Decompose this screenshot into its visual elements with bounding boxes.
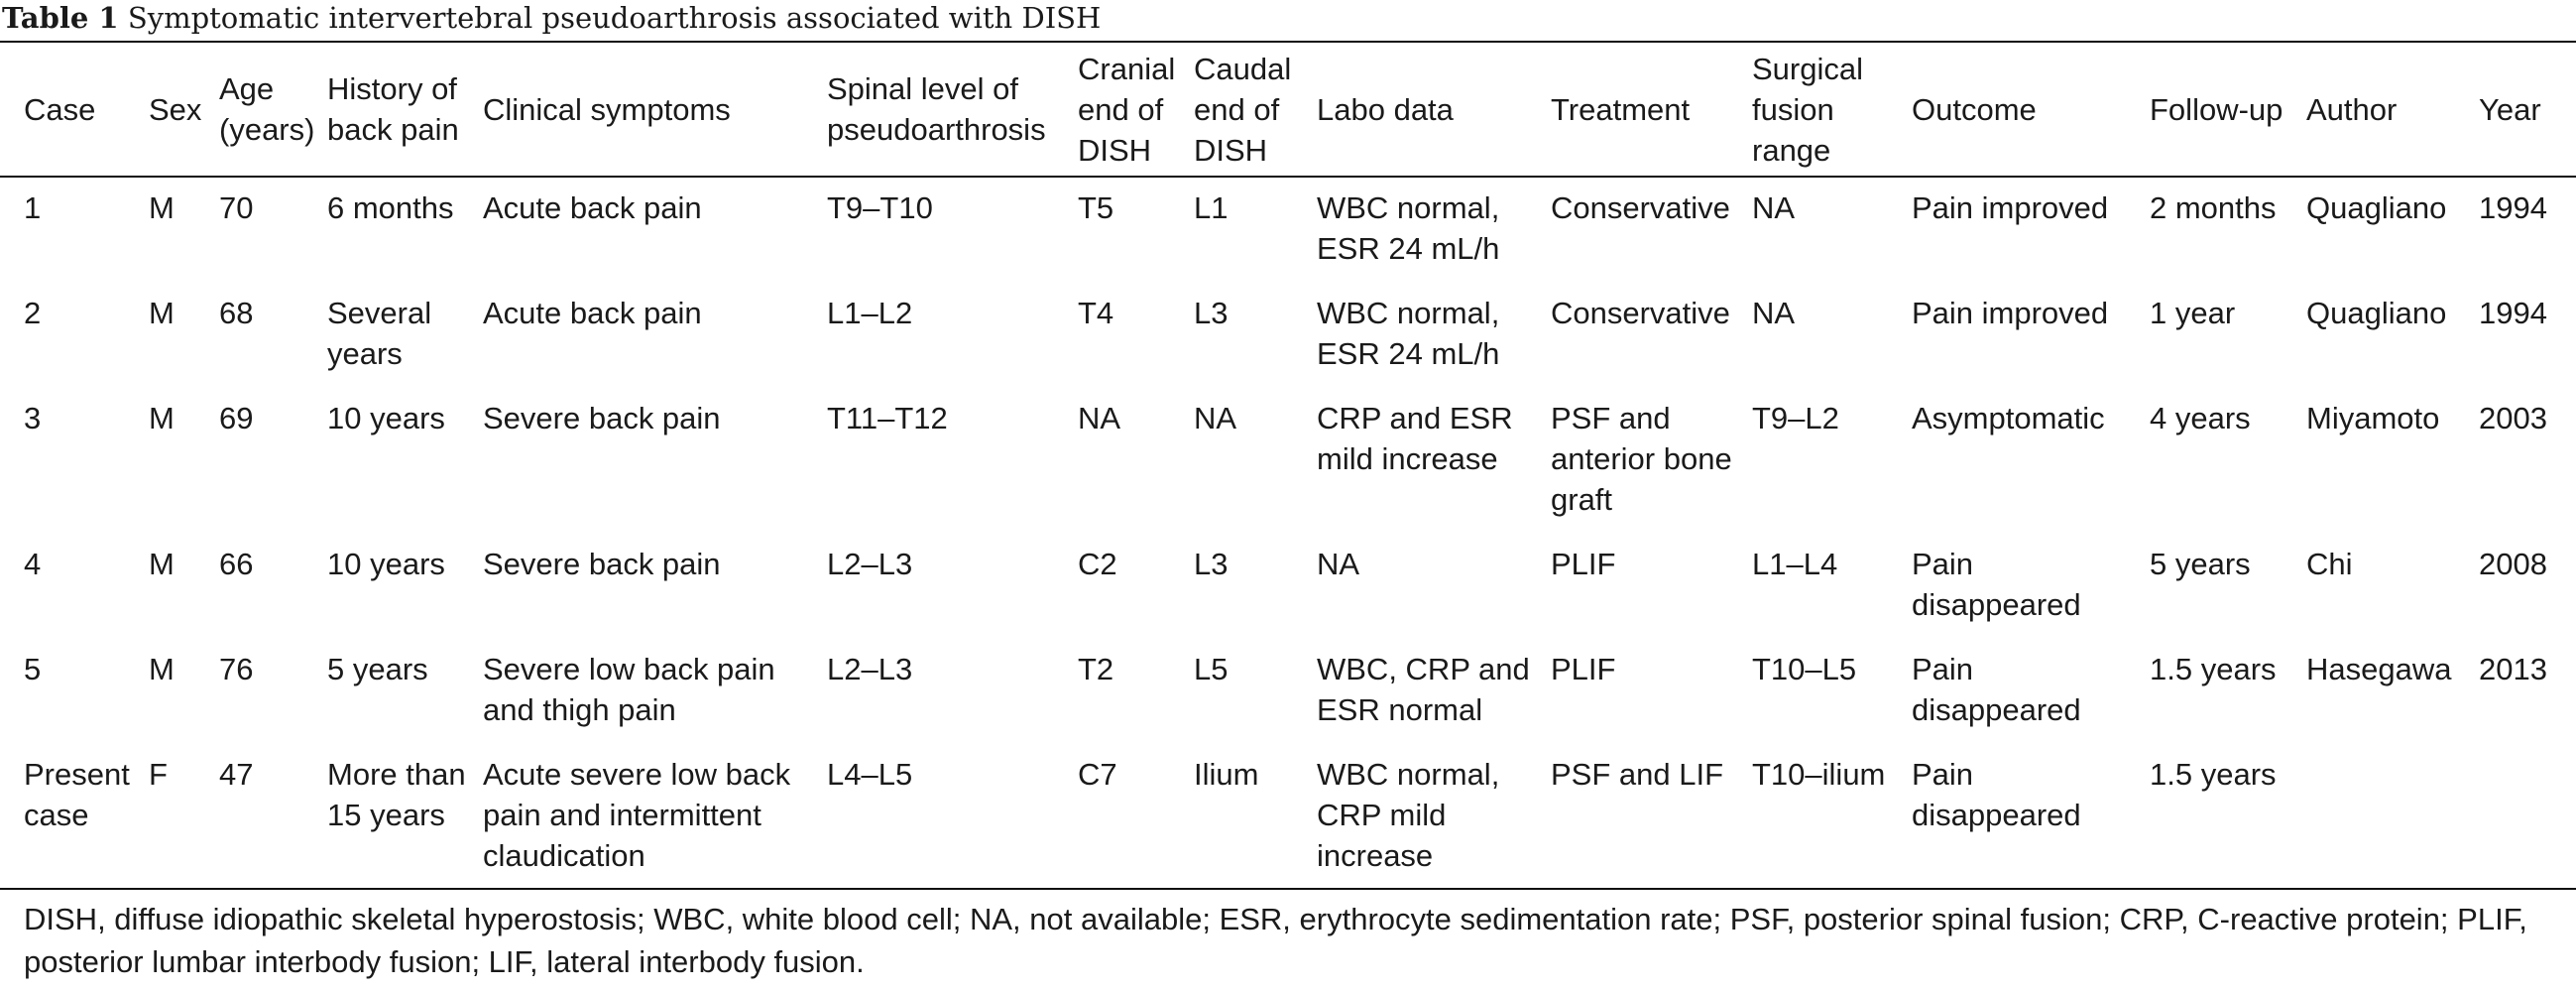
cell-author: Miyamoto (2306, 401, 2440, 435)
cell-outcome: Pain disappeared (1912, 547, 2081, 622)
bottom-rule (0, 888, 2576, 890)
cell-age: 70 (219, 190, 254, 225)
cell-labo-data: NA (1317, 547, 1360, 581)
cell-author (2306, 742, 2479, 888)
table-title (2, 0, 1101, 40)
cell-spinal-level: T9–T10 (827, 190, 933, 225)
data-table (0, 43, 2576, 888)
cell-fusion-range: T9–L2 (1752, 401, 1839, 435)
cell-cranial-end: C7 (1078, 757, 1117, 792)
cell-cranial-end: NA (1078, 401, 1121, 435)
table-row (0, 386, 2576, 532)
cell-symptoms: Severe back pain (483, 401, 721, 435)
cell-treatment: PSF and LIF (1551, 757, 1724, 792)
cell-history: 10 years (327, 401, 445, 435)
cell-case: 3 (24, 401, 42, 435)
cell-spinal-level: L1–L2 (827, 296, 913, 330)
cell-year: 2008 (2479, 547, 2547, 581)
cell-case: 5 (24, 652, 42, 686)
col-header-follow-up: Follow-up (2150, 91, 2283, 127)
cell-follow-up: 1 year (2150, 296, 2236, 330)
cell-fusion-range: L1–L4 (1752, 547, 1838, 581)
table-footnote: DISH, diffuse idiopathic skeletal hyperostosis; WBC, white blood cell; NA, not available; ESR, erythrocyte sedimentation rate; PSF, posterior spinal fusion; CRP, C-reactive protein; PLIF, posterior lumbar interbody fusion; LIF, lateral interbody fusion. (24, 902, 2527, 979)
cell-labo-data: CRP and ESR mild increase (1317, 401, 1513, 476)
table-row (0, 532, 2576, 637)
cell-sex: M (149, 401, 175, 435)
table-row (0, 637, 2576, 742)
cell-caudal-end: NA (1194, 401, 1237, 435)
cell-follow-up: 4 years (2150, 401, 2251, 435)
cell-fusion-range: T10–L5 (1752, 652, 1857, 686)
col-header-caudal-end: Caudal end of DISH (1194, 51, 1292, 168)
cell-cranial-end: T2 (1078, 652, 1114, 686)
cell-year: 1994 (2479, 190, 2547, 225)
cell-age: 68 (219, 296, 254, 330)
cell-outcome: Pain disappeared (1912, 757, 2081, 832)
cell-age: 66 (219, 547, 254, 581)
cell-year: 2013 (2479, 652, 2547, 686)
cell-cranial-end: T4 (1078, 296, 1114, 330)
cell-caudal-end: L1 (1194, 190, 1229, 225)
cell-case: Present case (24, 757, 130, 832)
cell-symptoms: Severe low back pain and thigh pain (483, 652, 775, 727)
col-header-year: Year (2479, 91, 2541, 127)
cell-follow-up: 1.5 years (2150, 652, 2277, 686)
col-header-symptoms: Clinical symptoms (483, 91, 731, 127)
cell-outcome: Pain improved (1912, 296, 2109, 330)
cell-treatment: PLIF (1551, 652, 1616, 686)
cell-spinal-level: L2–L3 (827, 547, 913, 581)
cell-spinal-level: T11–T12 (827, 401, 948, 435)
col-header-sex: Sex (149, 91, 202, 127)
cell-year: 1994 (2479, 296, 2547, 330)
cell-caudal-end: L3 (1194, 547, 1229, 581)
cell-outcome: Pain improved (1912, 190, 2109, 225)
col-header-cranial-end: Cranial end of DISH (1078, 51, 1176, 168)
cell-sex: M (149, 652, 175, 686)
col-header-history: History of back pain (327, 71, 459, 147)
cell-case: 4 (24, 547, 42, 581)
table-row (0, 281, 2576, 386)
cell-follow-up: 5 years (2150, 547, 2251, 581)
cell-age: 76 (219, 652, 254, 686)
cell-symptoms: Acute back pain (483, 190, 702, 225)
cell-history: Several years (327, 296, 432, 371)
cell-cranial-end: T5 (1078, 190, 1114, 225)
cell-labo-data: WBC, CRP and ESR normal (1317, 652, 1530, 727)
cell-year (2479, 742, 2576, 888)
cell-labo-data: WBC normal, CRP mild increase (1317, 757, 1500, 873)
cell-labo-data: WBC normal, ESR 24 mL/h (1317, 190, 1500, 266)
col-header-case: Case (24, 91, 96, 127)
table-row (0, 176, 2576, 281)
col-header-labo-data: Labo data (1317, 91, 1454, 127)
cell-spinal-level: L4–L5 (827, 757, 913, 792)
cell-sex: M (149, 547, 175, 581)
cell-sex: M (149, 296, 175, 330)
cell-case: 1 (24, 190, 42, 225)
cell-history: More than 15 years (327, 757, 466, 832)
cell-follow-up: 2 months (2150, 190, 2277, 225)
cell-history: 6 months (327, 190, 454, 225)
table-title-text: Symptomatic intervertebral pseudoarthrosis associated with DISH (127, 1, 1102, 35)
cell-fusion-range: T10–ilium (1752, 757, 1886, 792)
col-header-age: Age (years) (219, 71, 315, 147)
cell-author: Quagliano (2306, 296, 2447, 330)
header-row (0, 43, 2576, 176)
cell-case: 2 (24, 296, 42, 330)
cell-outcome: Pain disappeared (1912, 652, 2081, 727)
cell-fusion-range: NA (1752, 296, 1796, 330)
col-header-outcome: Outcome (1912, 91, 2037, 127)
cell-caudal-end: L5 (1194, 652, 1229, 686)
cell-author: Quagliano (2306, 190, 2447, 225)
cell-cranial-end: C2 (1078, 547, 1117, 581)
cell-caudal-end: Ilium (1194, 757, 1259, 792)
cell-treatment: Conservative (1551, 190, 1730, 225)
cell-history: 5 years (327, 652, 428, 686)
table-row (0, 742, 2576, 888)
col-header-author: Author (2306, 91, 2398, 127)
cell-age: 47 (219, 757, 254, 792)
col-header-spinal-level: Spinal level of pseudoarthrosis (827, 71, 1046, 147)
cell-author: Hasegawa (2306, 652, 2452, 686)
cell-sex: M (149, 190, 175, 225)
cell-sex: F (149, 757, 168, 792)
cell-outcome: Asymptomatic (1912, 401, 2105, 435)
cell-follow-up: 1.5 years (2150, 757, 2277, 792)
cell-history: 10 years (327, 547, 445, 581)
cell-treatment: Conservative (1551, 296, 1730, 330)
cell-spinal-level: L2–L3 (827, 652, 913, 686)
cell-symptoms: Acute back pain (483, 296, 702, 330)
cell-treatment: PSF and anterior bone graft (1551, 401, 1732, 517)
cell-labo-data: WBC normal, ESR 24 mL/h (1317, 296, 1500, 371)
cell-caudal-end: L3 (1194, 296, 1229, 330)
cell-year: 2003 (2479, 401, 2547, 435)
cell-symptoms: Severe back pain (483, 547, 721, 581)
cell-author: Chi (2306, 547, 2353, 581)
cell-age: 69 (219, 401, 254, 435)
col-header-treatment: Treatment (1551, 91, 1691, 127)
col-header-fusion-range: Surgical fusion range (1752, 51, 1863, 168)
table-title-label: Table 1 (2, 1, 119, 35)
cell-symptoms: Acute severe low back pain and intermittent claudication (483, 757, 791, 873)
cell-treatment: PLIF (1551, 547, 1616, 581)
cell-fusion-range: NA (1752, 190, 1796, 225)
